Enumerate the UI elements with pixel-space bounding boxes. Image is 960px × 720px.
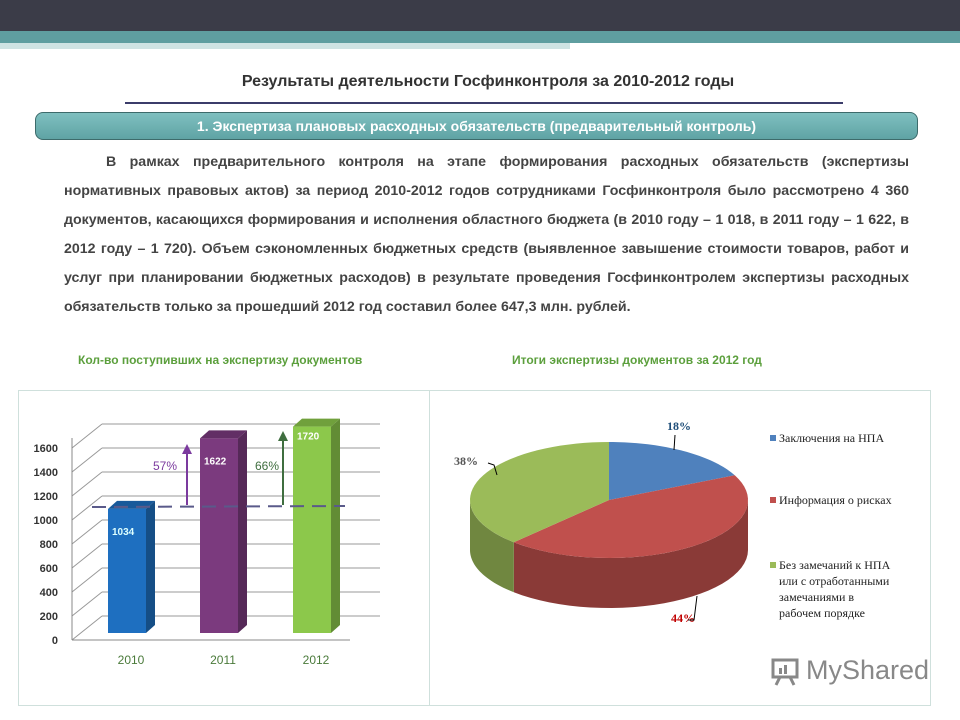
growth-label: 66% [255, 459, 280, 473]
y-tick-label: 400 [39, 587, 58, 599]
pie-data-label: 44% [671, 611, 695, 625]
leader-line [674, 435, 675, 450]
logo-text: MyShared [806, 655, 930, 685]
bar-value-label: 1720 [297, 431, 320, 443]
x-tick-label: 2010 [117, 653, 145, 667]
legend-swatch-1 [770, 497, 776, 503]
pie-chart-title: Итоги экспертизы документов за 2012 год [512, 353, 762, 367]
x-tick-label: 2012 [302, 653, 330, 667]
y-tick-label: 1600 [33, 443, 58, 455]
legend-label: Без замечаний к НПА или с отработанными замечаниями в рабочем порядке [779, 558, 891, 620]
y-tick-label: 200 [39, 611, 58, 623]
legend-swatch-2 [770, 562, 776, 568]
pie-data-label: 38% [454, 454, 478, 468]
y-tick-label: 0 [51, 635, 58, 647]
legend-swatch-0 [770, 435, 776, 441]
y-tick-label: 800 [39, 539, 58, 551]
bar-value-label: 1622 [204, 456, 227, 468]
y-tick-label: 1000 [33, 515, 58, 527]
y-tick-label: 600 [39, 563, 58, 575]
y-tick-label: 1200 [33, 491, 58, 503]
legend-label: Информация о рисках [779, 493, 892, 507]
bar-value-label: 1034 [112, 526, 135, 538]
growth-label: 57% [153, 459, 178, 473]
section-header: 1. Экспертиза плановых расходных обязательств (предварительный контроль) [35, 112, 918, 140]
presentation-icon [770, 656, 800, 686]
myshared-logo [770, 655, 929, 686]
bar-chart-title: Кол-во поступивших на экспертизу документов [78, 353, 363, 367]
y-tick-label: 1400 [33, 467, 58, 479]
slide-title: Результаты деятельности Госфинконтроля за 2010-2012 годы [241, 73, 735, 90]
x-tick-label: 2011 [210, 653, 236, 667]
pie-data-label: 18% [667, 419, 691, 433]
legend-label: Заключения на НПА [779, 431, 885, 445]
body-paragraph: В рамках предварительного контроля на этапе формирования расходных обязательств (экспертизы нормативных правовых актов) за период 2010-2012 годов сотрудниками Госфинконтроля было рассмотрено 4 360 документов, касающихся формирования и исполнения областного бюджета (в 2010 году – 1 018, в 2011 году – 1 622, в 2012 году – 1 720). Объем сэкономленных бюджетных средств (выявленное завышение стоимости товаров, работ и услуг при планировании бюджетных расходов) в результате проведения Госфинконтролем экспертизы расходных обязательств только за прошедший 2012 год составил более 647,3 млн. рублей. [64, 154, 909, 315]
